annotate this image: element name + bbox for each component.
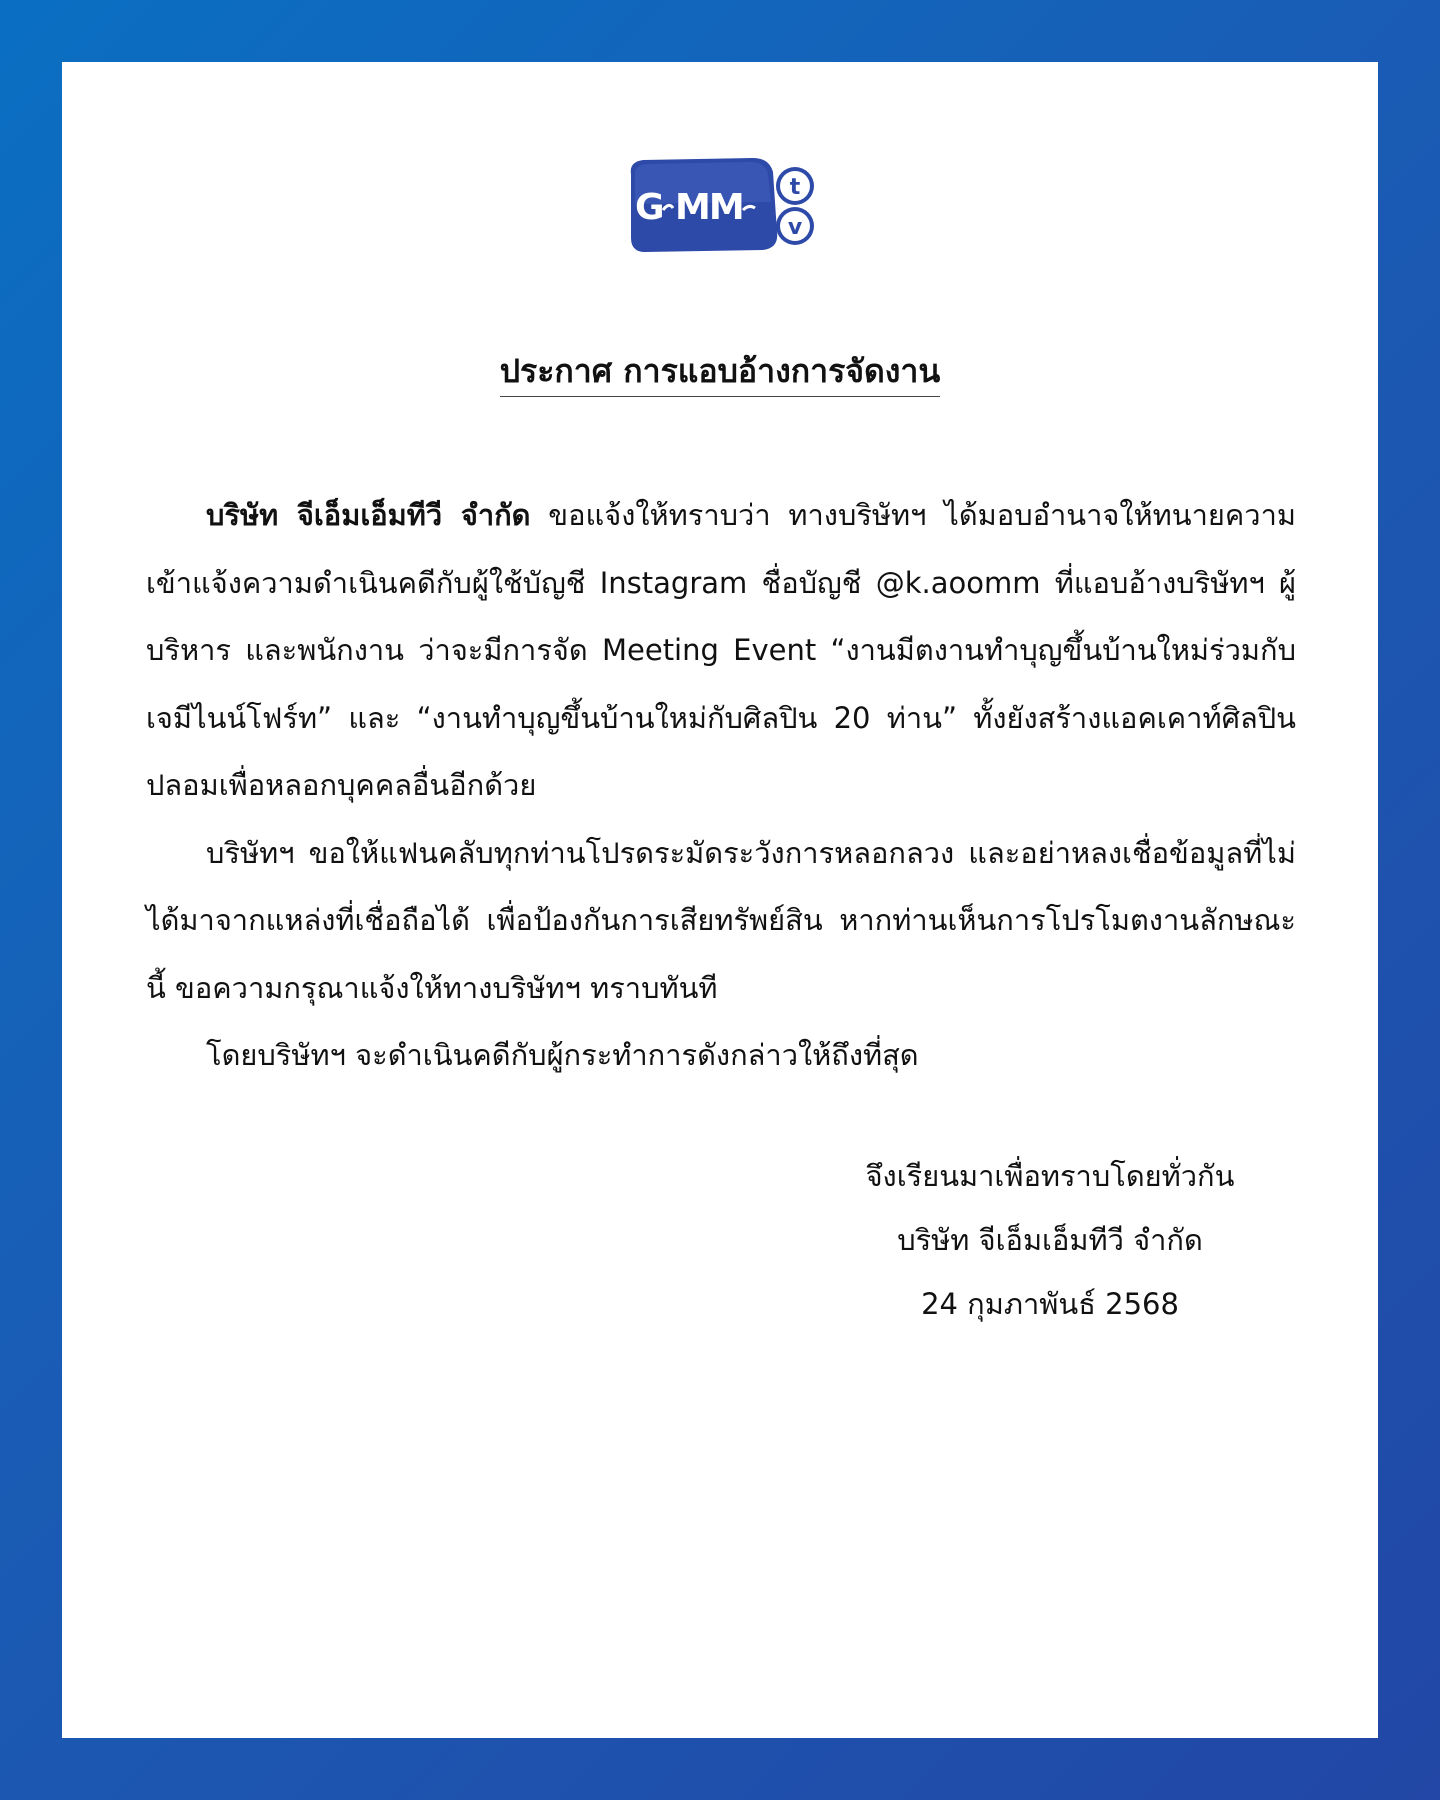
paragraph-1 <box>146 482 1296 820</box>
gmmtv-logo <box>625 152 820 257</box>
gmmtv-logo-icon <box>625 152 820 257</box>
paragraph-1-text: ขอแจ้งให้ทราบว่า ทางบริษัทฯ ได้มอบอำนาจให้ทนายความ เข้าแจ้งความดำเนินคดีกับผู้ใช้บัญชี Instagram ชื่อบัญชี @k.aoomm ที่แอบอ้างบริษัทฯ ผู้บริหาร และพนักงาน ว่าจะมีการจัด Meeting Event “งานมีตงานทำบุญขึ้นบ้านใหม่ร่วมกับเจมีไนน์โฟร์ท” และ “งานทำบุญขึ้นบ้านใหม่กับศิลปิน 20 ท่าน” ทั้งยังสร้างแอคเคาท์ศิลปินปลอมเพื่อหลอกบุคคลอื่นอีกด้วย <box>146 498 1296 802</box>
title-wrapper <box>0 352 1440 397</box>
svg-text:G: G <box>635 187 664 228</box>
svg-text:MM: MM <box>675 187 743 228</box>
signature-block <box>800 1144 1300 1336</box>
signature-date: 24 กุมภาพันธ์ 2568 <box>921 1287 1179 1321</box>
svg-text:v: v <box>787 215 803 240</box>
closing-line: จึงเรียนมาเพื่อทราบโดยทั่วกัน <box>865 1159 1235 1193</box>
announcement-body <box>146 482 1296 1090</box>
svg-text:t: t <box>789 175 801 200</box>
paragraph-3: โดยบริษัทฯ จะดำเนินคดีกับผู้กระทำการดังกล่าวให้ถึงที่สุด <box>206 1038 919 1072</box>
page-title: ประกาศ การแอบอ้างการจัดงาน <box>500 352 941 397</box>
paragraph-2: บริษัทฯ ขอให้แฟนคลับทุกท่านโปรดระมัดระวังการหลอกลวง และอย่าหลงเชื่อข้อมูลที่ไม่ได้มาจากแหล่งที่เชื่อถือได้ เพื่อป้องกันการเสียทรัพย์สิน หากท่านเห็นการโปรโมตงานลักษณะนี้ ขอความกรุณาแจ้งให้ทางบริษัทฯ ทราบทันที <box>146 835 1296 1005</box>
company-name-bold: บริษัท จีเอ็มเอ็มทีวี จำกัด <box>206 498 531 532</box>
signature-company: บริษัท จีเอ็มเอ็มทีวี จำกัด <box>897 1223 1203 1257</box>
